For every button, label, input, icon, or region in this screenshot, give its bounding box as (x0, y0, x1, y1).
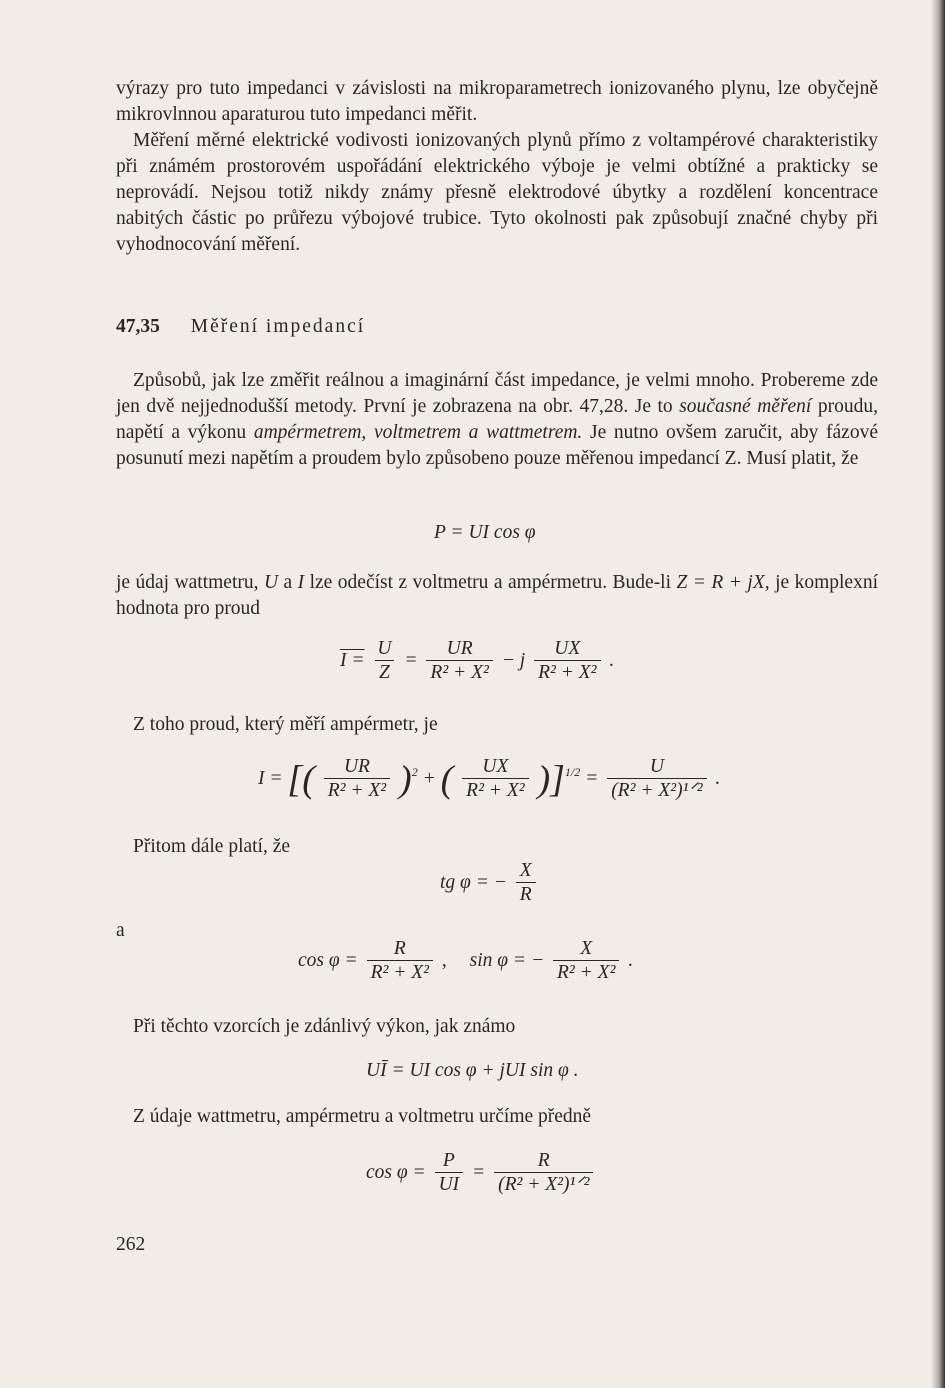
conjunction-a: a (116, 920, 125, 941)
eq-sign: = (404, 649, 418, 671)
paragraph-4-text (116, 570, 878, 622)
eq-lhs: cos φ = (298, 949, 358, 971)
paragraph-8 (116, 1104, 878, 1130)
eq-lhs: I = (258, 767, 283, 789)
fraction (435, 1150, 464, 1197)
punctuation: , (441, 949, 447, 971)
punctuation: . (609, 649, 615, 671)
section-title: Měření impedancí (190, 316, 366, 337)
equation-power: P = UI cos φ (434, 522, 536, 543)
paragraph-6 (116, 834, 878, 860)
paragraph-6-text: Přitom dále platí, že (133, 836, 291, 857)
equation-current-magnitude (258, 756, 720, 803)
text-run: a (278, 572, 298, 593)
fraction (462, 756, 528, 803)
denominator: Z (375, 660, 394, 685)
paragraph-7 (116, 1014, 878, 1040)
numerator: UR (343, 756, 370, 777)
fraction (367, 938, 433, 985)
denominator: (R² + X²)¹ᐟ² (494, 1172, 593, 1197)
numerator: U (649, 756, 664, 777)
paragraph-8-text: Z údaje wattmetru, ampérmetru a voltmetru určíme předně (133, 1106, 592, 1127)
section-number: 47,35 (116, 316, 160, 337)
text-run: , je komplexní hodnota pro proud (116, 572, 879, 619)
denominator: R² + X² (553, 960, 619, 985)
page-edge-shadow (931, 0, 945, 1388)
numerator: R (393, 938, 406, 959)
denominator: R (516, 882, 536, 907)
eq-lhs: tg φ = − (440, 871, 507, 893)
numerator: P (442, 1150, 455, 1171)
punctuation: . (628, 949, 634, 971)
emphasis: současné měření (679, 396, 812, 417)
paragraph-1-text: výrazy pro tuto impedanci v závislosti na mikroparametrech ionizovaného plynu, lze obyčejně mikrovlnnou aparaturou tuto impedanci měřit. (116, 78, 878, 125)
paragraph-3 (116, 368, 878, 472)
fraction (516, 860, 536, 907)
equation-apparent-power: UĪ = UI cos φ + jUI sin φ . (366, 1060, 579, 1081)
fraction (534, 638, 600, 685)
symbol: I (297, 572, 305, 593)
symbol: U (263, 572, 279, 593)
fraction (553, 938, 619, 985)
bracket-close: )] (537, 758, 565, 801)
equation-complex-current (340, 638, 614, 685)
page-number: 262 (116, 1234, 146, 1255)
punctuation: . (715, 767, 721, 789)
operator: + (422, 767, 436, 789)
denominator: R² + X² (367, 960, 433, 985)
paragraph-7-text: Při těchto vzorcích je zdánlivý výkon, jak známo (133, 1016, 516, 1037)
eq-sign: = (472, 1161, 486, 1183)
text-run: Způsobů, jak lze změřit reálnou a imaginární část impedance, je velmi mnoho. Probereme zde jen dvě nejjednodušší metody. První je zobrazena na obr. 47,28. Je to (116, 370, 878, 417)
equation-tangent (440, 860, 540, 907)
paragraph-2-text: Měření měrné elektrické vodivosti ionizovaných plynů přímo z voltampérové charakteristiky při známém prostorovém uspořádání elektrického výboje je velmi obtížné a prakticky se neprovádí. Nejsou totiž nikdy známy přesně elektrodové úbytky a rozdělení koncentrace nabitých částic po průřezu výbojové trubice. Tyto okolnosti pak způsobují značné chyby při vyhodnocování měření. (116, 130, 878, 255)
numerator: UR (446, 638, 473, 659)
paragraph-5 (116, 712, 878, 738)
eq-lhs: sin φ = − (469, 949, 545, 971)
text-run: Je nutno ovšem zaručit, aby fázové posunutí mezi napětím a proudem bylo způsobeno pouze měřenou impedancí Z. Musí platit, že (116, 422, 878, 469)
numerator: X (519, 860, 532, 881)
numerator: X (580, 938, 593, 959)
equation-cos-sin (298, 938, 633, 985)
text-run: lze odečíst z voltmetru a ampérmetru. Bude-li (304, 572, 677, 593)
equation-power-factor (366, 1150, 597, 1197)
paragraph-5-text: Z toho proud, který měří ampérmetr, je (133, 714, 438, 735)
numerator: U (377, 638, 392, 659)
symbol: Z = R + jX (676, 572, 765, 593)
paren-close: ) (399, 758, 412, 801)
eq-lhs: cos φ = (366, 1161, 426, 1183)
eq-lhs: I = (340, 649, 365, 671)
section-heading (116, 316, 365, 338)
fraction (324, 756, 390, 803)
denominator: R² + X² (426, 660, 492, 685)
denominator: (R² + X²)¹ᐟ² (607, 778, 706, 803)
numerator: UX (554, 638, 581, 659)
paragraph-3-text (116, 368, 878, 472)
fraction (607, 756, 706, 803)
denominator: R² + X² (462, 778, 528, 803)
numerator: UX (482, 756, 509, 777)
emphasis: ampérmetrem, voltmetrem a wattmetrem. (253, 422, 583, 443)
fraction (373, 638, 395, 685)
paragraph-2 (116, 128, 878, 258)
fraction (426, 638, 492, 685)
denominator: UI (435, 1172, 464, 1197)
bracket-open: [( (287, 758, 315, 801)
paren-open: ( (440, 758, 454, 801)
denominator: R² + X² (324, 778, 390, 803)
exponent: 1/2 (564, 764, 581, 779)
operator: − j (501, 649, 526, 671)
eq-sign: = (585, 767, 599, 789)
paragraph-4 (116, 570, 878, 622)
denominator: R² + X² (534, 660, 600, 685)
text-run: je údaj wattmetru, (116, 572, 264, 593)
text-run: proudu, napětí a výkonu (116, 396, 878, 443)
numerator: R (537, 1150, 550, 1171)
fraction (494, 1150, 593, 1197)
exponent-two: 2 (411, 764, 418, 779)
paragraph-1 (116, 76, 878, 128)
